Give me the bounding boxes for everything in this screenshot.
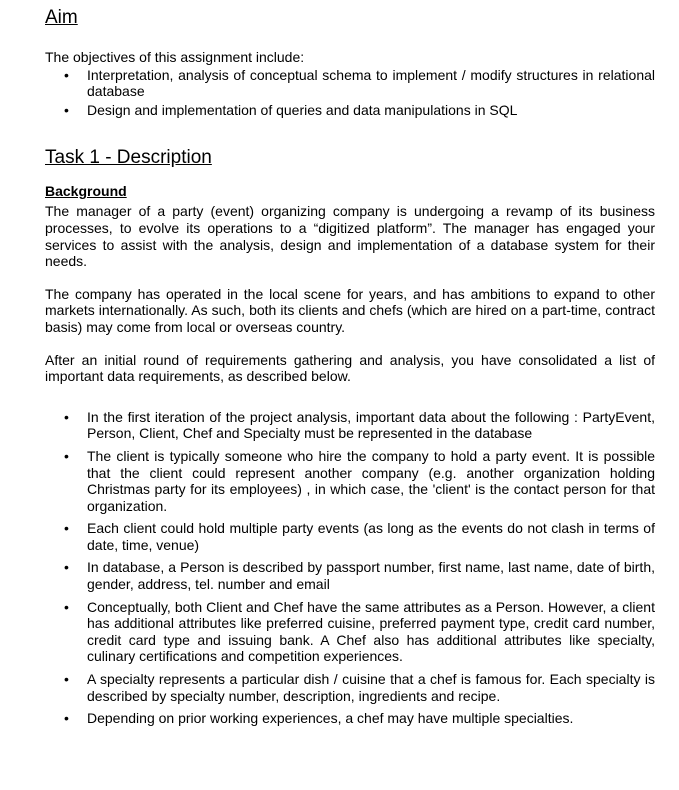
bullet-icon: •	[64, 598, 69, 615]
requirement-text: In database, a Person is described by passport number, first name, last name, date of birth, gender, address, tel. number and email	[87, 559, 655, 593]
bullet-icon: •	[64, 520, 69, 537]
list-item	[45, 671, 655, 704]
requirement-text: Conceptually, both Client and Chef have the same attributes as a Person. However, a client has additional attributes like preferred cuisine, preferred payment type, credit card number, credit card type and issuing bank. A Chef also has additional attributes like specialty, culinary certifications and competition experiences.	[87, 598, 655, 665]
list-item	[45, 710, 655, 727]
requirement-text: A specialty represents a particular dish / cuisine that a chef is famous for. Each specialty is described by specialty number, description, ingredients and recipe.	[87, 671, 655, 704]
bullet-icon: •	[64, 671, 69, 688]
requirement-text: In the first iteration of the project analysis, important data about the following : PartyEvent, Person, Client, Chef and Specialty must be represented in the database	[87, 408, 655, 442]
document-page	[45, 6, 655, 733]
task1-heading: Task 1 - Description	[45, 147, 212, 169]
requirement-text: The client is typically someone who hire the company to hold a party event. It is possible that the client could represent another company (e.g. another organization holding Christmas party for its employees) , in which case, the 'client' is the contact person for that organization.	[87, 447, 655, 514]
background-paragraph: The manager of a party (event) organizing company is undergoing a revamp of its business processes, to evolve its operations to a “digitized platform”. The manager has engaged your services to assist with the analysis, design and implementation of a database system for their needs.	[45, 203, 655, 270]
bullet-icon: •	[64, 66, 69, 83]
list-item	[45, 67, 655, 100]
list-item	[45, 559, 655, 592]
bullet-icon: •	[64, 447, 69, 464]
list-item	[45, 102, 655, 119]
background-paragraph: After an initial round of requirements gathering and analysis, you have consolidated a list of important data requirements, as described below.	[45, 351, 655, 385]
bullet-icon: •	[64, 710, 69, 727]
objective-text: Interpretation, analysis of conceptual schema to implement / modify structures in relational database	[87, 66, 655, 100]
background-heading: Background	[45, 183, 127, 200]
background-paragraph: The company has operated in the local scene for years, and has ambitions to expand to other markets internationally. As such, both its clients and chefs (which are hired on a part-time, contract basis) may come from local or overseas country.	[45, 285, 655, 335]
requirement-text: Depending on prior working experiences, a chef may have multiple specialties.	[87, 710, 574, 727]
objective-text: Design and implementation of queries and data manipulations in SQL	[87, 101, 518, 118]
aim-intro: The objectives of this assignment include:	[45, 49, 305, 65]
requirement-text: Each client could hold multiple party events (as long as the events do not clash in terms of date, time, venue)	[87, 520, 655, 553]
bullet-icon: •	[64, 559, 69, 576]
aim-heading: Aim	[45, 7, 78, 28]
requirements-list	[45, 409, 655, 727]
bullet-icon: •	[64, 408, 69, 425]
list-item	[45, 448, 655, 514]
list-item	[45, 520, 655, 553]
objectives-list	[45, 67, 655, 119]
bullet-icon: •	[64, 101, 69, 118]
list-item	[45, 599, 655, 665]
list-item	[45, 409, 655, 442]
